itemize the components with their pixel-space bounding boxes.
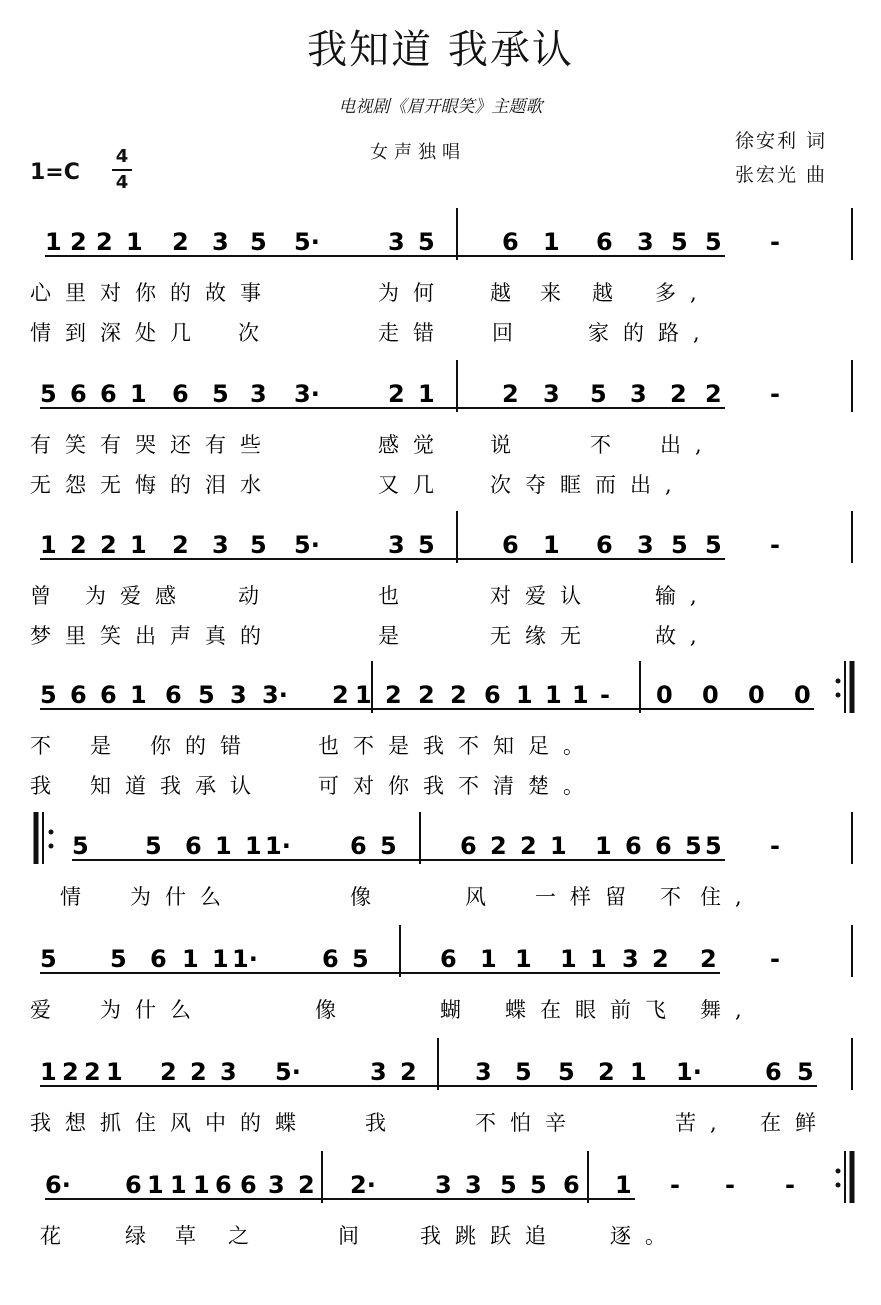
jianpu-note: 1 [572, 681, 589, 709]
jianpu-note: 5 [515, 1058, 532, 1086]
jianpu-note: 3 [630, 380, 647, 408]
jianpu-note: 6 [484, 681, 501, 709]
jianpu-note: 6 [440, 945, 457, 973]
lyric-text: 走错 [378, 321, 448, 345]
jianpu-note: 1 [630, 1058, 647, 1086]
jianpu-note: 1 [215, 832, 232, 860]
lyric-text: 我想抓住风中的蝶 [30, 1111, 310, 1135]
lyric-text: 爱 [30, 998, 65, 1022]
jianpu-note: 5 [40, 945, 57, 973]
jianpu-note: 1 [126, 228, 143, 256]
jianpu-note: 1 [193, 1171, 210, 1199]
jianpu-note: 2 [400, 1058, 417, 1086]
jianpu-note: 1 [40, 531, 57, 559]
lyric-text: 为什么 [130, 885, 235, 909]
lyric-text: 为何 [378, 281, 448, 305]
jianpu-note: 1 [590, 945, 607, 973]
time-signature-bottom: 4 [115, 172, 129, 193]
lyric-text: 家的路, [588, 321, 714, 345]
jianpu-note: 0 [748, 681, 765, 709]
jianpu-note: 1 [130, 681, 147, 709]
lyric-text: 我跳跃追 [420, 1224, 560, 1248]
jianpu-note: 5 [380, 832, 397, 860]
lyric-text: 次 [238, 321, 273, 345]
jianpu-note: 3· [262, 681, 288, 709]
jianpu-note: 6 [350, 832, 367, 860]
jianpu-note: 3 [475, 1058, 492, 1086]
jianpu-note: 3 [250, 380, 267, 408]
lyric-text: 说 [490, 433, 525, 457]
lyric-text: 蝶在眼前飞 [505, 998, 680, 1022]
lyric-text: 对爱认 [490, 584, 595, 608]
jianpu-note: 6 [70, 380, 87, 408]
lyric-text: 蝴 [440, 998, 475, 1022]
jianpu-note: 1 [615, 1171, 632, 1199]
jianpu-note: 2 [100, 531, 117, 559]
jianpu-note: 1 [515, 945, 532, 973]
jianpu-note: 2 [700, 945, 717, 973]
lyric-text: 故, [655, 624, 711, 648]
jianpu-note: 6 [70, 681, 87, 709]
jianpu-note: - [600, 681, 610, 709]
repeat-dot [836, 1183, 841, 1188]
lyric-text: 之 [228, 1224, 263, 1248]
jianpu-note: - [725, 1171, 735, 1199]
jianpu-note: 2 [598, 1058, 615, 1086]
lyric-text: 草 [175, 1224, 210, 1248]
jianpu-note: 1 [106, 1058, 123, 1086]
jianpu-note: 6 [563, 1171, 580, 1199]
lyric-text: 为爱感 [85, 584, 190, 608]
jianpu-note: 6 [215, 1171, 232, 1199]
lyric-text: 不 [590, 433, 625, 457]
time-signature-top: 4 [115, 146, 129, 167]
jianpu-note: 2 [652, 945, 669, 973]
jianpu-note: 2· [350, 1171, 376, 1199]
lyric-text: 无缘无 [490, 624, 595, 648]
lyric-text: 住, [700, 885, 756, 909]
jianpu-note: 3 [637, 228, 654, 256]
lyric-text: 不 [660, 885, 695, 909]
jianpu-note: 2 [298, 1171, 315, 1199]
notation-system [30, 925, 852, 1022]
jianpu-note: - [770, 228, 780, 256]
lyricist-credit: 徐安利 词 [735, 130, 828, 152]
performer-label: 女声独唱 [370, 142, 466, 163]
jianpu-note: 5· [294, 531, 320, 559]
jianpu-note: 2 [70, 531, 87, 559]
jianpu-note: 2 [172, 531, 189, 559]
jianpu-note: 5 [72, 832, 89, 860]
composer-credit: 张宏光 曲 [735, 164, 828, 186]
jianpu-note: 3 [230, 681, 247, 709]
jianpu-note: 3· [294, 380, 320, 408]
lyric-text: 情到深处几 [30, 321, 205, 345]
repeat-dot [49, 844, 54, 849]
jianpu-note: 6 [502, 228, 519, 256]
jianpu-note: - [770, 945, 780, 973]
notation-system [40, 1151, 852, 1248]
jianpu-note: 2 [520, 832, 537, 860]
jianpu-note: 5 [40, 380, 57, 408]
jianpu-note: 2 [160, 1058, 177, 1086]
jianpu-note: 6 [150, 945, 167, 973]
jianpu-note: 1· [676, 1058, 702, 1086]
jianpu-note: 6 [125, 1171, 142, 1199]
jianpu-note: 2 [332, 681, 349, 709]
jianpu-note: 2 [450, 681, 467, 709]
notation-system [36, 812, 852, 909]
jianpu-note: 3 [543, 380, 560, 408]
jianpu-note: 6 [100, 380, 117, 408]
lyric-text: 是 [90, 734, 125, 758]
lyric-text: 情 [60, 885, 95, 909]
jianpu-note: - [785, 1171, 795, 1199]
jianpu-note: 6 [596, 228, 613, 256]
lyric-text: 越 [490, 281, 525, 305]
jianpu-note: 2 [172, 228, 189, 256]
jianpu-note: 3 [465, 1171, 482, 1199]
jianpu-note: 6 [765, 1058, 782, 1086]
lyric-text: 为什么 [100, 998, 205, 1022]
jianpu-note: 1· [232, 945, 258, 973]
lyric-text: 也 [378, 584, 413, 608]
jianpu-note: 5 [671, 228, 688, 256]
jianpu-note: 2 [418, 681, 435, 709]
jianpu-note: 2 [502, 380, 519, 408]
lyric-text: 我 [365, 1111, 400, 1135]
jianpu-note: 5 [250, 228, 267, 256]
jianpu-note: - [770, 380, 780, 408]
jianpu-note: 5 [558, 1058, 575, 1086]
jianpu-note: 6 [172, 380, 189, 408]
jianpu-note: 5 [145, 832, 162, 860]
jianpu-note: 1 [130, 380, 147, 408]
lyric-text: 次夺眶而出, [490, 473, 686, 497]
jianpu-note: 6 [165, 681, 182, 709]
lyric-text: 梦里笑出声真的 [30, 624, 275, 648]
jianpu-note: 3 [637, 531, 654, 559]
jianpu-note: 5 [198, 681, 215, 709]
lyric-text: 来 [540, 281, 575, 305]
jianpu-note: - [670, 1171, 680, 1199]
lyric-text: 知道我承认 [90, 774, 265, 798]
jianpu-note: 2 [490, 832, 507, 860]
jianpu-note: 1 [147, 1171, 164, 1199]
repeat-dot [49, 830, 54, 835]
notation-system [30, 661, 852, 798]
lyric-text: 也不是我不知足。 [318, 734, 598, 758]
jianpu-note: 3 [268, 1171, 285, 1199]
notation-system [30, 360, 852, 497]
song-title: 我知道 我承认 [307, 27, 574, 73]
jianpu-note: 3 [370, 1058, 387, 1086]
jianpu-note: 1 [543, 228, 560, 256]
song-subtitle: 电视剧《眉开眼笑》主题歌 [338, 97, 543, 117]
lyric-text: 心里对你的故事 [30, 281, 275, 305]
jianpu-note: 5 [418, 531, 435, 559]
jianpu-note: 2 [70, 228, 87, 256]
jianpu-note: 1 [182, 945, 199, 973]
jianpu-note: 1 [212, 945, 229, 973]
jianpu-note: 5 [671, 531, 688, 559]
lyric-text: 输, [655, 584, 711, 608]
lyric-text: 风 [465, 885, 500, 909]
jianpu-note: 0 [656, 681, 673, 709]
jianpu-note: 6 [185, 832, 202, 860]
jianpu-note: 5 [530, 1171, 547, 1199]
lyric-text: 你的错 [150, 734, 255, 758]
jianpu-note: 5· [294, 228, 320, 256]
jianpu-note: 2 [62, 1058, 79, 1086]
lyric-text: 我 [30, 774, 65, 798]
jianpu-note: 1 [355, 681, 372, 709]
jianpu-note: 2 [670, 380, 687, 408]
notation-system [30, 511, 852, 648]
jianpu-note: - [770, 531, 780, 559]
lyric-text: 多, [655, 281, 711, 305]
jianpu-note: 5 [40, 681, 57, 709]
lyric-text: 是 [378, 624, 413, 648]
lyric-text: 可对你我不清楚。 [318, 774, 598, 798]
jianpu-note: 6 [100, 681, 117, 709]
jianpu-note: 3 [435, 1171, 452, 1199]
jianpu-note: 5· [275, 1058, 301, 1086]
jianpu-note: 3 [388, 531, 405, 559]
repeat-dot [836, 1169, 841, 1174]
lyric-text: 不 [30, 734, 65, 758]
jianpu-note: 1· [265, 832, 291, 860]
jianpu-note: 1 [245, 832, 262, 860]
lyric-text: 像 [315, 998, 350, 1022]
jianpu-note: 2 [385, 681, 402, 709]
jianpu-note: 5 [500, 1171, 517, 1199]
lyric-text: 无怨无悔的泪水 [30, 473, 275, 497]
jianpu-note: 2 [388, 380, 405, 408]
jianpu-note: 1 [595, 832, 612, 860]
jianpu-note: 1 [543, 531, 560, 559]
lyric-text: 出, [660, 433, 716, 457]
jianpu-note: 6 [502, 531, 519, 559]
jianpu-note: 2 [705, 380, 722, 408]
jianpu-note: 5 [590, 380, 607, 408]
jianpu-note: 2 [190, 1058, 207, 1086]
jianpu-note: 5 [705, 228, 722, 256]
jianpu-note: 3 [212, 228, 229, 256]
jianpu-note: 1 [516, 681, 533, 709]
jianpu-note: 2 [96, 228, 113, 256]
jianpu-note: 5 [797, 1058, 814, 1086]
jianpu-note: 1 [560, 945, 577, 973]
jianpu-note: 1 [545, 681, 562, 709]
jianpu-note: 1 [45, 228, 62, 256]
jianpu-note: 5 [705, 832, 722, 860]
lyric-text: 苦, [675, 1111, 731, 1135]
notation-system [30, 208, 852, 345]
lyric-text: 动 [238, 584, 273, 608]
jianpu-note: 1 [480, 945, 497, 973]
jianpu-note: 5 [352, 945, 369, 973]
jianpu-note: 5 [418, 228, 435, 256]
lyric-text: 一样留 [535, 885, 640, 909]
lyric-text: 感觉 [378, 433, 448, 457]
jianpu-note: 1 [550, 832, 567, 860]
jianpu-note: 5 [212, 380, 229, 408]
jianpu-note: 6· [45, 1171, 71, 1199]
lyric-text: 不怕辛 [475, 1111, 580, 1135]
lyric-text: 花 [40, 1224, 75, 1248]
jianpu-note: 5 [250, 531, 267, 559]
jianpu-note: 6 [596, 531, 613, 559]
jianpu-note: 6 [240, 1171, 257, 1199]
jianpu-note: 6 [625, 832, 642, 860]
jianpu-note: 1 [40, 1058, 57, 1086]
jianpu-note: 5 [685, 832, 702, 860]
jianpu-note: 5 [705, 531, 722, 559]
jianpu-note: 3 [212, 531, 229, 559]
lyric-text: 像 [350, 885, 385, 909]
lyric-text: 在鲜 [760, 1111, 830, 1135]
lyric-text: 又几 [378, 473, 448, 497]
jianpu-note: 0 [794, 681, 811, 709]
repeat-dot [836, 693, 841, 698]
lyric-text: 绿 [125, 1224, 160, 1248]
repeat-dot [836, 679, 841, 684]
lyric-text: 间 [338, 1224, 373, 1248]
jianpu-note: 6 [322, 945, 339, 973]
lyric-text: 逐。 [610, 1224, 680, 1248]
jianpu-note: 3 [220, 1058, 237, 1086]
notation-system [30, 1038, 852, 1135]
jianpu-note: - [770, 832, 780, 860]
jianpu-note: 3 [388, 228, 405, 256]
lyric-text: 回 [492, 321, 527, 345]
jianpu-note: 6 [460, 832, 477, 860]
lyric-text: 舞, [700, 998, 756, 1022]
lyric-text: 曾 [30, 584, 65, 608]
jianpu-note: 6 [655, 832, 672, 860]
jianpu-note: 1 [130, 531, 147, 559]
jianpu-note: 3 [622, 945, 639, 973]
jianpu-note: 1 [170, 1171, 187, 1199]
jianpu-note: 2 [84, 1058, 101, 1086]
lyric-text: 越 [592, 281, 627, 305]
jianpu-note: 1 [418, 380, 435, 408]
key-signature: 1=C [30, 160, 80, 185]
jianpu-note: 0 [702, 681, 719, 709]
lyric-text: 有笑有哭还有些 [30, 433, 275, 457]
jianpu-note: 5 [110, 945, 127, 973]
